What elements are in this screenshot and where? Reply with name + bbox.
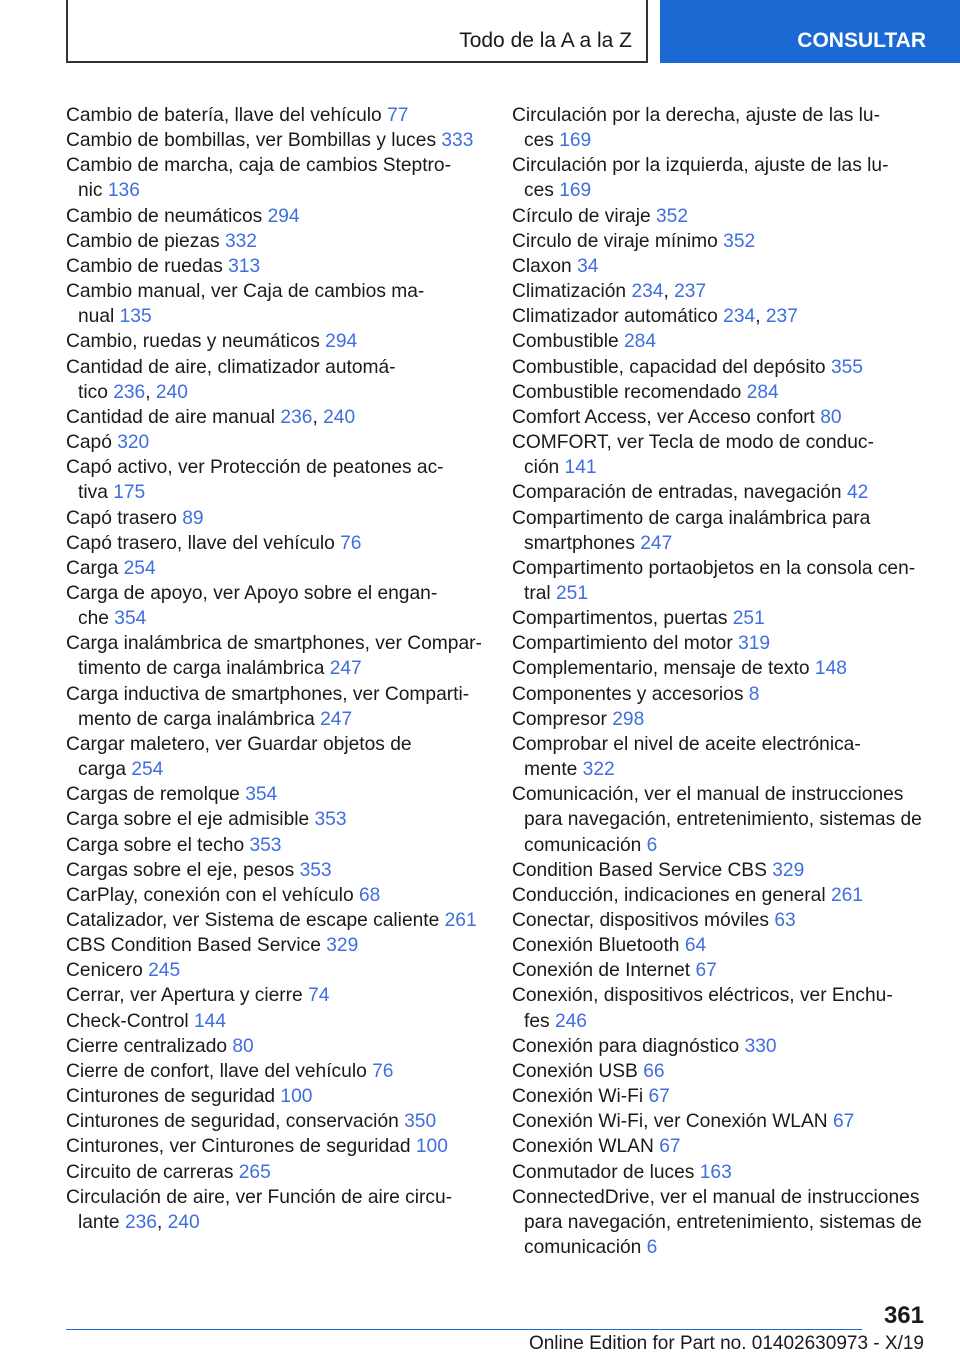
index-entry: Cantidad de aire, climatizador automá- tico 236, 240 [66, 356, 396, 403]
index-entry [66, 329, 482, 354]
page-reference-link[interactable]: 246 [554, 1010, 587, 1032]
page-reference-link[interactable]: 135 [119, 306, 152, 328]
index-entry-text: Compartimiento del motor [512, 633, 733, 655]
page-reference-link[interactable]: 76 [372, 1060, 394, 1082]
page-reference-link[interactable]: 237 [765, 306, 798, 328]
page-reference-link[interactable]: 313 [228, 255, 261, 277]
index-entry-text: tral [524, 582, 551, 604]
index-entry-text: para navegación, entretenimiento, sistemas de [524, 809, 922, 831]
page-reference-link[interactable]: 67 [648, 1086, 670, 1108]
index-entry-text: carga [78, 759, 126, 781]
index-entry-text: Capó trasero, llave del vehículo [66, 532, 335, 554]
index-entry-text: Capó activo, ver Protección de peatones ac- [66, 457, 444, 479]
index-entry [512, 103, 932, 153]
index-entry-text: Climatizador automático [512, 306, 718, 328]
index-entry-text: Compartimentos, puertas [512, 608, 728, 630]
index-entry-text: tiva [78, 482, 108, 504]
page-reference-link[interactable]: 6 [646, 834, 658, 856]
index-entry [66, 1134, 482, 1159]
page-reference-link[interactable]: 330 [744, 1035, 777, 1057]
index-entry-text: ces [524, 130, 554, 152]
page-reference-link[interactable]: 284 [624, 331, 657, 353]
page-reference-link[interactable]: 353 [314, 809, 347, 831]
index-entry [66, 1009, 482, 1034]
index-entry [66, 933, 482, 958]
page-reference-link[interactable]: 6 [646, 1237, 658, 1259]
index-entry-text: Capó trasero [66, 507, 177, 529]
index-entry-text: Cinturones, ver Cinturones de seguridad [66, 1136, 411, 1158]
index-column-left [66, 103, 482, 1235]
index-entry-text: ces [524, 180, 554, 202]
page-reference-link[interactable]: 237 [674, 281, 707, 303]
index-entry [512, 229, 932, 254]
index-entry [66, 1084, 482, 1109]
index-entry: Cantidad de aire manual 236, 240 [66, 406, 356, 428]
index-entry-text: Compartimento portaobjetos en la consola cen- [512, 557, 916, 579]
page-reference-link[interactable]: 332 [224, 230, 257, 252]
index-entry-text: Conmutador de luces [512, 1161, 695, 1183]
index-entry-text: Catalizador, ver Sistema de escape caliente [66, 910, 440, 931]
index-entry [512, 606, 932, 631]
index-entry-text: Conexión USB [512, 1060, 638, 1082]
page-reference-link[interactable]: 34 [577, 255, 599, 277]
index-entry [512, 656, 932, 681]
index-entry-text: Cierre centralizado [66, 1035, 228, 1057]
page-number: 361 [883, 1302, 924, 1329]
index-entry-text: para navegación, entretenimiento, sistemas de [524, 1211, 922, 1233]
page-reference-link[interactable]: 298 [612, 708, 645, 730]
index-entry-text: Combustible, capacidad del depósito [512, 356, 826, 378]
index-entry [512, 933, 932, 958]
index-entry [512, 682, 932, 707]
index-entry [66, 983, 482, 1008]
footer-divider [66, 1329, 862, 1330]
page-reference-link[interactable]: 240 [167, 1211, 200, 1233]
index-entry [66, 103, 482, 128]
index-entry-text: Climatización [512, 281, 627, 303]
index-entry [512, 153, 932, 203]
page-reference-link[interactable]: 265 [238, 1161, 271, 1183]
index-entry [66, 732, 482, 782]
index-entry [66, 254, 482, 279]
page-reference-link[interactable]: 100 [280, 1086, 313, 1108]
page-reference-link[interactable]: 254 [123, 557, 156, 579]
index-entry [512, 1134, 932, 1159]
index-entry [66, 1034, 482, 1059]
page-reference-link[interactable]: 247 [320, 708, 353, 730]
page-reference-link[interactable]: 333 [441, 130, 474, 152]
index-entry [66, 908, 482, 933]
index-entry [512, 1185, 932, 1260]
page-reference-link[interactable]: 148 [814, 658, 847, 680]
page-reference-link[interactable]: 89 [182, 507, 204, 529]
page-reference-link[interactable]: 80 [232, 1035, 254, 1057]
page-reference-link[interactable]: 67 [659, 1136, 681, 1158]
index-entry [512, 732, 932, 782]
index-entry [512, 707, 932, 732]
index-entry [66, 128, 482, 153]
index-entry-text: mente [524, 759, 578, 781]
index-entry-text: Carga sobre el techo [66, 834, 245, 856]
index-entry: Climatizador automático 234, 237 [512, 306, 798, 328]
page-reference-link[interactable]: 247 [640, 532, 673, 554]
index-entry-text: Carga de apoyo, ver Apoyo sobre el engan- [66, 582, 438, 604]
index-entry-text: CarPlay, conexión con el vehículo [66, 884, 354, 906]
page-reference-link[interactable]: 320 [117, 432, 150, 454]
index-entry-text: Claxon [512, 255, 572, 277]
index-entry-text: Conexión WLAN [512, 1136, 654, 1158]
index-entry-text: Combustible [512, 331, 619, 353]
index-entry-text: Circulación por la derecha, ajuste de las lu- [512, 105, 880, 126]
index-entry-text: Cambio, ruedas y neumáticos [66, 331, 320, 353]
page-reference-link[interactable]: 64 [684, 935, 707, 957]
index-entry-text: Carga inductiva de smartphones, ver Comparti- [66, 683, 470, 705]
index-entry-text: Cargar maletero, ver Guardar objetos de [66, 733, 412, 755]
index-entry-text: Cinturones de seguridad [66, 1086, 276, 1108]
index-entry: Circulación de aire, ver Función de aire circu- lante 236, 240 [66, 1186, 453, 1233]
index-entry-text: che [78, 608, 109, 630]
page-reference-link[interactable]: 353 [299, 859, 332, 881]
header-tab-consult-label: CONSULTAR [797, 29, 926, 52]
index-entry-text: Comfort Access, ver Acceso confort [512, 406, 815, 428]
index-entry-text: Cenicero [66, 960, 143, 982]
index-entry [66, 229, 482, 254]
index-entry-text: Conexión Wi-Fi [512, 1086, 644, 1108]
index-entry-text: Cambio de marcha, caja de cambios Steptro- [66, 155, 451, 177]
index-entry [66, 631, 482, 681]
index-entry [66, 531, 482, 556]
header-tab-consult[interactable] [660, 0, 960, 63]
page-reference-link[interactable]: 294 [325, 331, 358, 353]
index-entry [512, 782, 932, 857]
page-reference-link[interactable]: 352 [723, 230, 756, 252]
index-entry [512, 983, 932, 1033]
index-entry [66, 682, 482, 732]
index-entry-text: Carga inalámbrica de smartphones, ver Compar- [66, 633, 482, 655]
index-entry-text: Carga [66, 557, 119, 579]
index-entry-text: Comparación de entradas, navegación [512, 482, 842, 504]
index-entry [512, 430, 932, 480]
index-entry-text: Cargas de remolque [66, 784, 240, 806]
index-entry [66, 1160, 482, 1185]
index-entry-text: Conexión de Internet [512, 960, 691, 982]
page-reference-link[interactable]: 169 [559, 180, 592, 202]
index-entry [66, 958, 482, 983]
page-reference-link[interactable]: 261 [444, 910, 477, 931]
index-entry: Climatización 234, 237 [512, 281, 707, 303]
page-reference-link[interactable]: 8 [748, 683, 760, 705]
index-entry-text: comunicación [524, 834, 642, 856]
index-entry [512, 405, 932, 430]
index-entry [66, 782, 482, 807]
index-entry-text: lante [78, 1211, 120, 1233]
index-entry-text: Cambio de bombillas, ver Bombillas y luces [66, 130, 437, 152]
index-entry-text: Cantidad de aire manual [66, 406, 276, 428]
index-entry-text: Condition Based Service CBS [512, 859, 767, 881]
page-reference-link[interactable]: 240 [155, 381, 188, 403]
page-reference-link[interactable]: 322 [582, 759, 615, 781]
index-entry-text: COMFORT, ver Tecla de modo de conduc- [512, 432, 874, 454]
index-entry-text: Comprobar el nivel de aceite electrónica- [512, 733, 861, 755]
page-reference-link[interactable]: 144 [193, 1010, 226, 1032]
index-entry-text: Cinturones de seguridad, conservación [66, 1111, 399, 1133]
index-entry [512, 631, 932, 656]
index-entry [66, 1059, 482, 1084]
page-reference-link[interactable]: 66 [643, 1060, 665, 1082]
page-reference-link[interactable]: 251 [556, 582, 589, 604]
index-entry [512, 858, 932, 883]
page-reference-link[interactable]: 141 [564, 457, 597, 479]
index-entry-text: comunicación [524, 1237, 642, 1259]
index-entry [66, 506, 482, 531]
page-reference-link[interactable]: 352 [655, 205, 688, 227]
page-reference-link[interactable]: 77 [387, 105, 409, 126]
page-reference-link[interactable]: 234 [723, 306, 756, 328]
index-column-right [512, 103, 932, 1260]
page-reference-link[interactable]: 350 [404, 1111, 437, 1133]
index-entry-text: mento de carga inalámbrica [78, 708, 315, 730]
index-entry [66, 556, 482, 581]
index-entry [512, 480, 932, 505]
page-reference-link[interactable]: 100 [415, 1136, 448, 1158]
index-entry [512, 1160, 932, 1185]
index-entry [66, 455, 482, 505]
index-entry [512, 329, 932, 354]
page-reference-link[interactable]: 236 [113, 381, 146, 403]
index-entry-text: Check-Control [66, 1010, 189, 1032]
page-reference-link[interactable]: 247 [329, 658, 362, 680]
index-entry-text: Combustible recomendado [512, 381, 742, 403]
page-reference-link[interactable]: 329 [326, 935, 359, 957]
index-entry-text: Conducción, indicaciones en general [512, 884, 826, 906]
index-entry-text: fes [524, 1010, 550, 1032]
page-reference-link[interactable]: 67 [695, 960, 717, 982]
index-entry-text: timento de carga inalámbrica [78, 658, 325, 680]
index-entry-text: ConnectedDrive, ver el manual de instrucciones [512, 1186, 920, 1208]
index-entry [512, 883, 932, 908]
header-tab-index-label: Todo de la A a la Z [459, 29, 632, 52]
header-tab-index[interactable] [66, 0, 648, 63]
page-reference-link[interactable]: 74 [308, 985, 330, 1007]
index-entry-text: CBS Condition Based Service [66, 935, 321, 957]
index-entry-text: tico [78, 381, 108, 403]
page-reference-link[interactable]: 63 [774, 910, 796, 931]
page-reference-link[interactable]: 261 [830, 884, 863, 906]
index-entry-text: Cambio manual, ver Caja de cambios ma- [66, 281, 425, 303]
index-entry-text: Comunicación, ver el manual de instrucciones [512, 784, 904, 806]
index-entry [512, 254, 932, 279]
index-entry-text: Cierre de confort, llave del vehículo [66, 1060, 367, 1082]
index-entry-text: nic [78, 180, 103, 202]
index-entry [512, 380, 932, 405]
page-reference-link[interactable]: 236 [124, 1211, 157, 1233]
index-entry [512, 355, 932, 380]
page-reference-link[interactable]: 353 [249, 834, 282, 856]
index-entry-text: smartphones [524, 532, 635, 554]
index-entry-text: Complementario, mensaje de texto [512, 658, 810, 680]
page-reference-link[interactable]: 319 [738, 633, 771, 655]
page-reference-link[interactable]: 80 [820, 406, 842, 428]
index-entry-text: Componentes y accesorios [512, 683, 744, 705]
page-reference-link[interactable]: 42 [846, 482, 869, 504]
index-entry [66, 581, 482, 631]
index-entry [512, 1084, 932, 1109]
page-reference-link[interactable]: 329 [772, 859, 805, 881]
page-reference-link[interactable]: 236 [280, 406, 313, 428]
index-entry [512, 908, 932, 933]
index-entry [66, 279, 482, 329]
index-entry [66, 1109, 482, 1134]
index-entry-text: Cambio de piezas [66, 230, 220, 252]
page-reference-link[interactable]: 76 [340, 532, 362, 554]
page-reference-link[interactable]: 175 [113, 482, 146, 504]
page-reference-link[interactable]: 67 [832, 1111, 855, 1133]
index-entry-text: Conexión Wi-Fi, ver Conexión WLAN [512, 1111, 828, 1133]
page-reference-link[interactable]: 163 [699, 1161, 732, 1183]
page-reference-link[interactable]: 234 [631, 281, 664, 303]
index-entry [512, 1034, 932, 1059]
index-entry-text: Circulación por la izquierda, ajuste de las lu- [512, 155, 889, 177]
page-reference-link[interactable]: 354 [114, 608, 147, 630]
index-entry [66, 430, 482, 455]
index-entry-text: Círculo de viraje [512, 205, 651, 227]
index-entry-text: Cerrar, ver Apertura y cierre [66, 985, 303, 1007]
page-reference-link[interactable]: 355 [830, 356, 863, 378]
index-entry [66, 833, 482, 858]
page-reference-link[interactable]: 245 [148, 960, 181, 982]
index-entry-text: Compartimento de carga inalámbrica para [512, 507, 871, 529]
page-reference-link[interactable]: 136 [107, 180, 140, 202]
page-reference-link[interactable]: 68 [358, 884, 381, 906]
index-entry [512, 958, 932, 983]
index-entry-text: Circulo de viraje mínimo [512, 230, 718, 252]
footer-edition-text: Online Edition for Part no. 01402630973 - X/19 [528, 1333, 924, 1354]
index-entry-text: Conexión, dispositivos eléctricos, ver Enchu- [512, 985, 893, 1007]
index-entry-text: Cambio de ruedas [66, 255, 223, 277]
index-entry-text: Circulación de aire, ver Función de aire circu- [66, 1186, 453, 1208]
index-entry [66, 883, 482, 908]
index-entry-text: Compresor [512, 708, 607, 730]
index-entry-text: Carga sobre el eje admisible [66, 809, 310, 831]
index-entry-text: Cambio de batería, llave del vehículo [66, 105, 382, 126]
index-entry-text: Conexión Bluetooth [512, 935, 680, 957]
index-entry-text: ción [524, 457, 560, 479]
index-entry-text: Conexión para diagnóstico [512, 1035, 740, 1057]
page-reference-link[interactable]: 169 [559, 130, 592, 152]
index-entry [66, 153, 482, 203]
index-entry [512, 1059, 932, 1084]
index-entry-text: Conectar, dispositivos móviles [512, 910, 770, 931]
index-entry-text: Cargas sobre el eje, pesos [66, 859, 295, 881]
index-entry [66, 204, 482, 229]
index-entry [66, 858, 482, 883]
index-entry-text: Circuito de carreras [66, 1161, 234, 1183]
index-entry [512, 556, 932, 606]
page-reference-link[interactable]: 354 [245, 784, 278, 806]
index-entry-text: nual [78, 306, 115, 328]
index-entry [512, 204, 932, 229]
page-reference-link[interactable]: 284 [746, 381, 779, 403]
page-reference-link[interactable]: 251 [732, 608, 765, 630]
page-reference-link[interactable]: 254 [131, 759, 164, 781]
index-entry [512, 1109, 932, 1134]
index-entry [512, 506, 932, 556]
page-reference-link[interactable]: 240 [323, 406, 356, 428]
index-entry-text: Capó [66, 432, 112, 454]
page-reference-link[interactable]: 294 [267, 205, 300, 227]
index-entry-text: Cantidad de aire, climatizador automá- [66, 356, 396, 378]
index-entry [66, 807, 482, 832]
index-entry-text: Cambio de neumáticos [66, 205, 263, 227]
